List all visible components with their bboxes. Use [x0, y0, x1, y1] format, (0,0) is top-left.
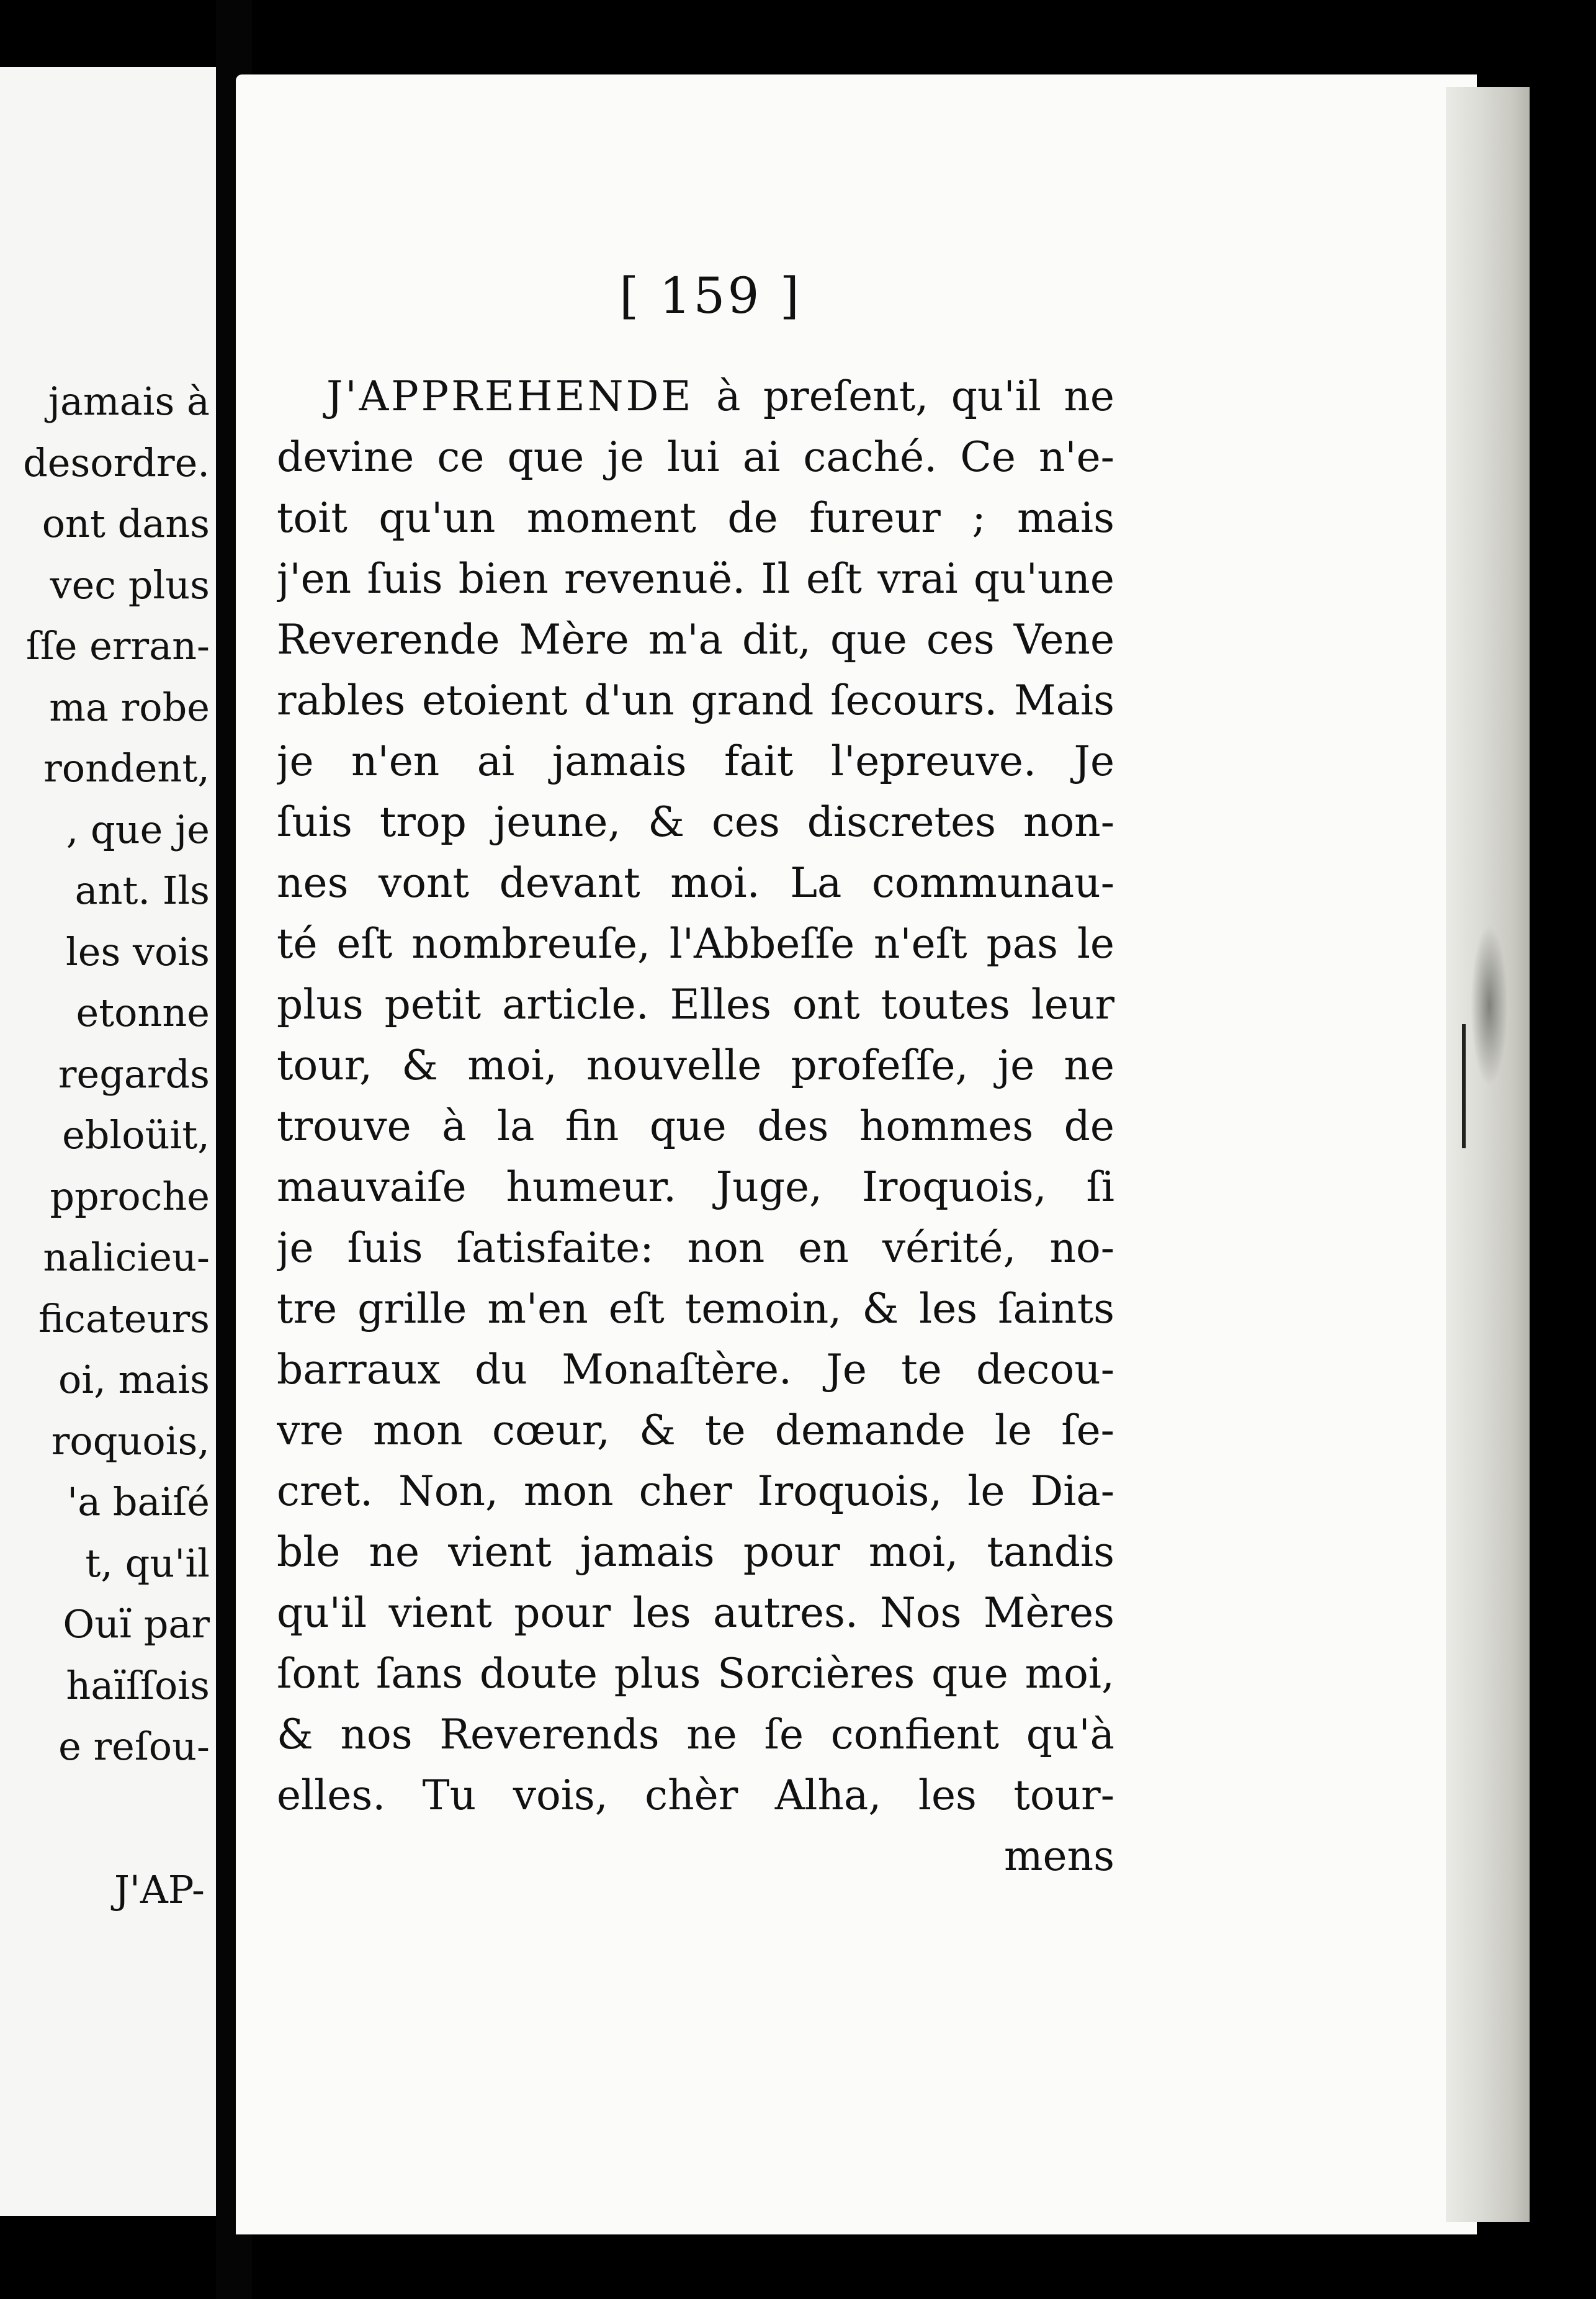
facing-page-line: ſſe erran- — [25, 623, 210, 668]
text-line: qu'il vient pour les autres. Nos Mères — [277, 1589, 1114, 1637]
text-line: tre grille m'en eſt temoin, & les ſaints — [277, 1285, 1114, 1333]
facing-page-line: ebloüit, — [62, 1112, 210, 1158]
text-line-opening — [277, 366, 1114, 427]
facing-page-line: oi, mais — [58, 1357, 210, 1402]
text-line: tour, & moi, nouvelle profeſſe, je ne — [277, 1042, 1114, 1089]
facing-page-line: etonne — [76, 990, 210, 1035]
text-line: vre mon cœur, & te demande le ſe- — [277, 1406, 1114, 1454]
page-number: [ 159 ] — [619, 267, 802, 325]
facing-page-line: t, qu'il — [85, 1540, 210, 1586]
facing-page-line: roquois, — [51, 1418, 210, 1464]
opening-word: J'APPREHENDE — [326, 372, 694, 420]
text-line: & nos Reverends ne ſe confient qu'à — [277, 1711, 1114, 1758]
text-line: Reverende Mère m'a dit, que ces Vene — [277, 616, 1114, 664]
text-line: ſont ſans doute plus Sorcières que moi, — [277, 1650, 1114, 1698]
facing-page-line: ma robe — [49, 684, 210, 730]
facing-page-line: ficateurs — [38, 1295, 210, 1341]
facing-page-line: pproche — [50, 1173, 210, 1219]
facing-page-line: , que je — [66, 806, 210, 852]
facing-page-line: jamais à — [48, 379, 210, 424]
facing-page-line: haïſſois — [66, 1662, 210, 1708]
facing-page-line: nalicieu- — [43, 1235, 210, 1280]
page-edge — [1446, 87, 1530, 2222]
facing-page-catchword: J'AP- — [114, 1867, 205, 1912]
text-line: je ſuis ſatisfaite: non en vérité, no- — [277, 1224, 1114, 1272]
text-line: rables etoient d'un grand ſecours. Mais — [277, 677, 1114, 724]
text-line: elles. Tu vois, chèr Alha, les tour- — [277, 1771, 1114, 1819]
catchword: mens — [1003, 1832, 1114, 1880]
text-line: té eſt nombreuſe, l'Abbeſſe n'eſt pas le — [277, 920, 1114, 968]
text-line: ble ne vient jamais pour moi, tandis — [277, 1528, 1114, 1576]
text-line: je n'en ai jamais fait l'epreuve. Je — [277, 737, 1114, 785]
facing-page-line: 'a baiſé — [67, 1479, 210, 1524]
facing-page-line: ant. Ils — [74, 868, 210, 913]
page-body-text — [277, 366, 1114, 1887]
text-line: j'en ſuis bien revenuë. Il eſt vrai qu'une — [277, 555, 1114, 603]
facing-page-line: vec plus — [50, 562, 210, 608]
text-line: cret. Non, mon cher Iroquois, le Dia- — [277, 1467, 1114, 1515]
facing-page-line: desordre. — [23, 439, 210, 485]
facing-page-line: e reſou- — [58, 1724, 210, 1769]
text-line: toit qu'un moment de fureur ; mais — [277, 494, 1114, 542]
facing-page-line: Ouï par — [63, 1601, 210, 1647]
facing-page-line: regards — [58, 1051, 210, 1097]
text-line: plus petit article. Elles ont toutes leur — [277, 981, 1114, 1028]
text-line: trouve à la fin que des hommes de — [277, 1102, 1114, 1150]
text-line: barraux du Monaſtère. Je te decou- — [277, 1346, 1114, 1393]
text-line: devine ce que je lui ai caché. Ce n'e- — [277, 433, 1114, 481]
text-line: ſuis trop jeune, & ces discretes non- — [277, 798, 1114, 846]
facing-page-line: ont dans — [42, 501, 210, 546]
page-edge-mark — [1462, 1024, 1466, 1148]
facing-page-line: les vois — [65, 929, 210, 974]
facing-page-line: rondent, — [43, 745, 210, 791]
facing-page-left — [0, 67, 216, 2216]
text-line: mauvaiſe humeur. Juge, Iroquois, ſi — [277, 1163, 1114, 1211]
text-line: nes vont devant moi. La communau- — [277, 859, 1114, 907]
opening-line-rest: à preſent, qu'il ne — [716, 372, 1114, 420]
